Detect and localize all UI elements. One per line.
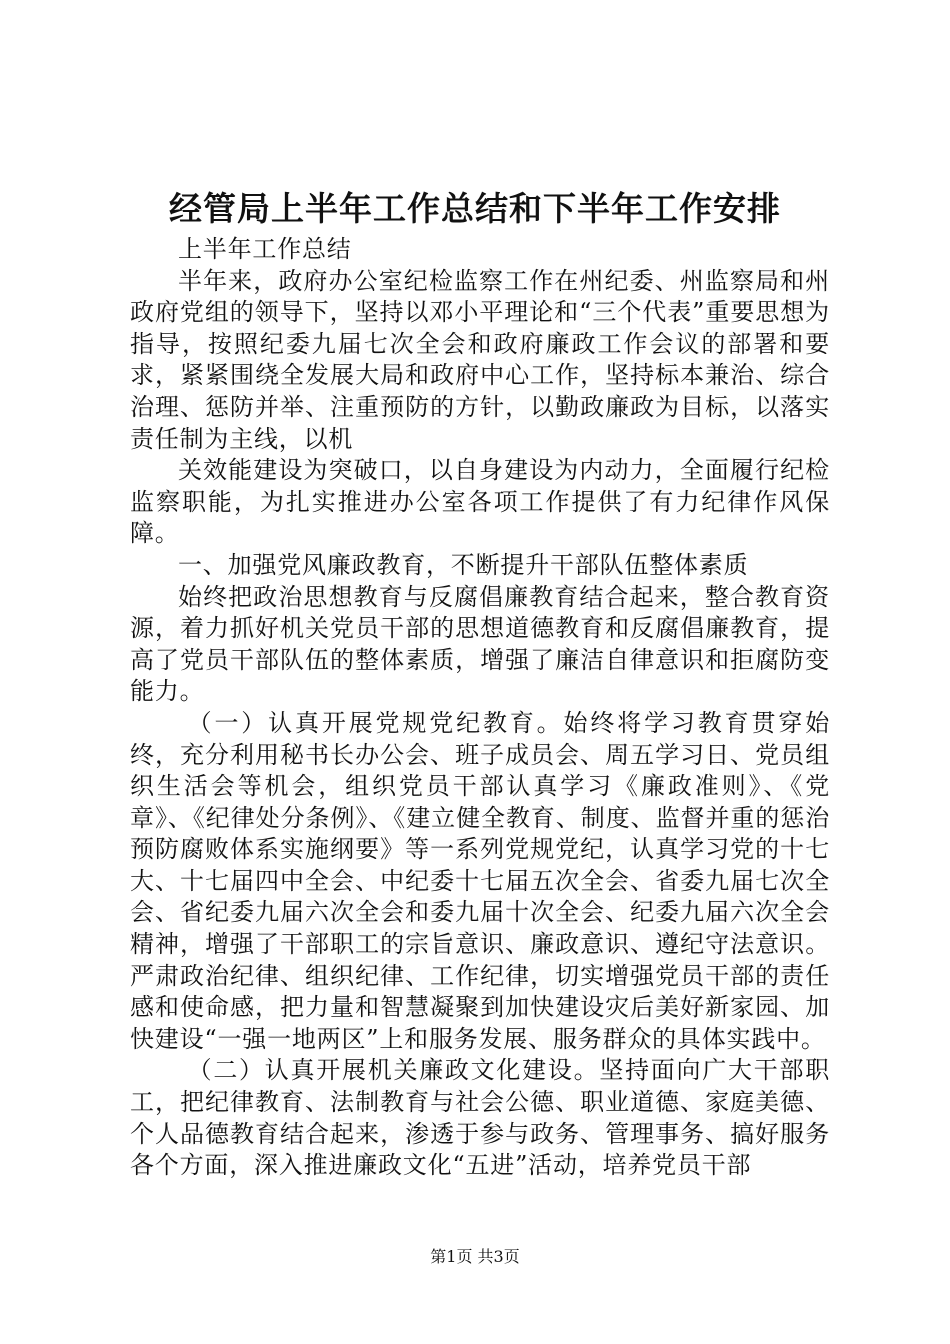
document-title: 经管局上半年工作总结和下半年工作安排 <box>169 189 781 228</box>
document-body <box>130 234 830 1182</box>
paragraph-intro: 半年来，政府办公室纪检监察工作在州纪委、州监察局和州政府党组的领导下，坚持以邓小平理论和“三个代表”重要思想为指导，按照纪委九届七次全会和政府廉政工作会议的部署和要求，紧紧围绕全发展大局和政府中心工作，坚持标本兼治、综合治理、惩防并举、注重预防的方针，以勤政廉政为目标，以落实责任制为主线，以机 <box>130 266 830 453</box>
section-heading-first-half: 上半年工作总结 <box>178 235 352 263</box>
section-heading-one: 一、加强党风廉政教育，不断提升干部队伍整体素质 <box>178 550 749 579</box>
paragraph-subsection-two: （二）认真开展机关廉政文化建设。坚持面向广大干部职工，把纪律教育、法制教育与社会公德、职业道德、家庭美德、个人品德教育结合起来，渗透于参与政务、管理事务、搞好服务各个方面，深入推进廉政文化“五进”活动，培养党员干部 <box>130 1056 830 1180</box>
paragraph-education: 始终把政治思想教育与反腐倡廉教育结合起来，整合教育资源，着力抓好机关党员干部的思想道德教育和反腐倡廉教育，提高了党员干部队伍的整体素质，增强了廉洁自律意识和拒腐防变能力。 <box>130 582 830 706</box>
paragraph-subsection-one: （一）认真开展党规党纪教育。始终将学习教育贯穿始终，充分利用秘书长办公会、班子成员会、周五学习日、党员组织生活会等机会，组织党员干部认真学习《廉政准则》、《党章》、《纪律处分条例》、《建立健全教育、制度、监督并重的惩治预防腐败体系实施纲要》等一系列党规党纪，认真学习党的十七大、十七届四中全会、中纪委十七届五次全会、省委九届七次全会、省纪委九届六次全会和委九届十次全会、纪委九届六次全会精神，增强了干部职工的宗旨意识、廉政意识、遵纪守法意识。严肃政治纪律、组织纪律、工作纪律，切实增强党员干部的责任感和使命感，把力量和智慧凝聚到加快建设灾后美好新家园、加快建设“一强一地两区”上和服务发展、服务群众的具体实践中。 <box>130 708 830 1053</box>
paragraph-intro-continued: 关效能建设为突破口，以自身建设为内动力，全面履行纪检监察职能，为扎实推进办公室各项工作提供了有力纪律作风保障。 <box>130 456 830 548</box>
page-number: 第1页 共3页 <box>430 1247 520 1266</box>
